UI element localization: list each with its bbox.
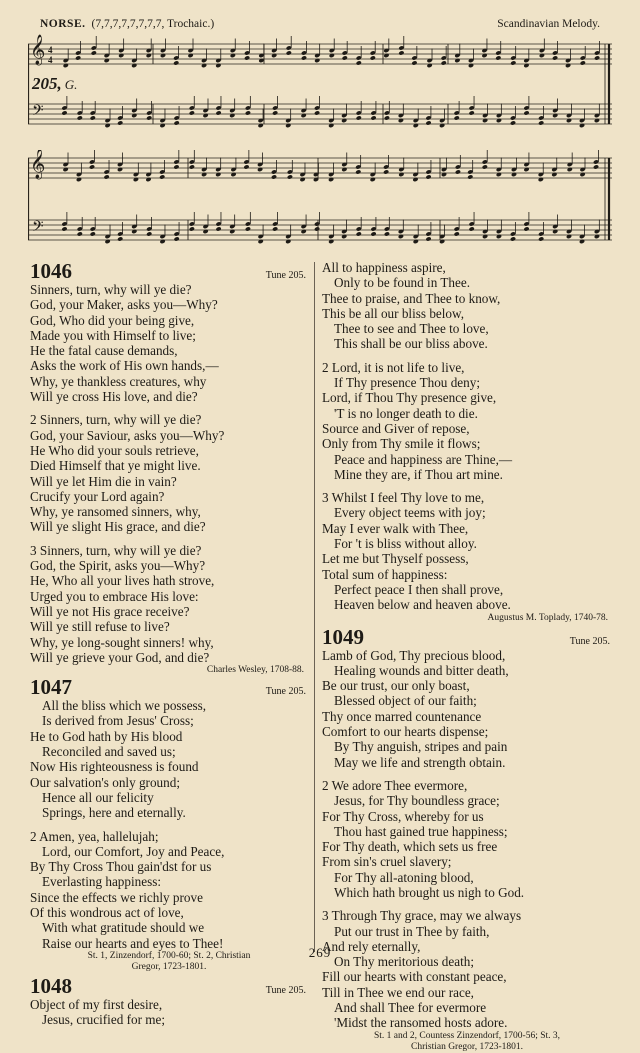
- verse-line: Lord, our Comfort, Joy and Peace,: [42, 843, 225, 859]
- music-system-1: [28, 34, 612, 144]
- stanza-gap: [30, 821, 308, 829]
- verse-line: 3 Whilst I feel Thy love to me,: [322, 490, 485, 506]
- stanza: [30, 282, 308, 404]
- verse-line: For Thy Cross, whereby for us: [322, 808, 484, 824]
- verse-line: By Thy Cross Thou gain'dst for us: [30, 859, 212, 875]
- verse-line: With what gratitude should we: [42, 920, 205, 936]
- verse-line: Why, ye ransomed sinners, why,: [30, 504, 201, 520]
- stanza-gap: [30, 404, 308, 412]
- verse-line: Lamb of God, Thy precious blood,: [322, 647, 506, 663]
- verse-line: Will ye grieve your God, and die?: [30, 649, 210, 665]
- verse-line: Till in Thee we end our race,: [322, 984, 474, 1000]
- verse-line: Blessed object of our faith;: [334, 693, 477, 709]
- verse-line: Let me but Thyself possess,: [322, 551, 469, 567]
- right-column: [322, 260, 612, 1053]
- verse-line: Reconciled and saved us;: [42, 744, 176, 760]
- verse-line: And shall Thee for evermore: [334, 1000, 487, 1016]
- stanza-gap: [322, 900, 612, 908]
- hymn-attribution: St. 1 and 2, Countess Zinzendorf, 1700-56; St. 3,: [373, 1030, 561, 1041]
- hymn-number: 1047: [30, 675, 72, 700]
- verse-line: From sin's cruel slavery;: [322, 854, 452, 870]
- verse-line: All to happiness aspire,: [322, 260, 446, 275]
- verse-line: Made you with Himself to live;: [30, 327, 196, 343]
- verse-line: This shall be our bliss above.: [334, 336, 488, 352]
- verse-line: Comfort to our hearts dispense;: [322, 724, 489, 740]
- svg-text:𝄢: 𝄢: [32, 102, 44, 123]
- verse-line: Hence all our felicity: [42, 789, 154, 805]
- svg-text:𝄞: 𝄞: [30, 150, 46, 179]
- stanza: [322, 360, 612, 482]
- verse-line: He the fatal cause demands,: [30, 343, 178, 359]
- hymn-number: 1049: [322, 624, 364, 649]
- verse-line: Now His righteousness is found: [30, 759, 199, 775]
- verse-line: Heaven below and heaven above.: [334, 597, 511, 613]
- tune-header: [40, 18, 600, 32]
- verse-line: God, the Spirit, asks you—Why?: [30, 558, 206, 574]
- hymn-attribution: Charles Wesley, 1708-88.: [206, 665, 304, 676]
- left-column: [30, 260, 308, 1027]
- hymn-header: [322, 626, 612, 648]
- stanza-gap: [322, 352, 612, 360]
- music-hymn-number: [32, 74, 77, 94]
- verse-line: By Thy anguish, stripes and pain: [334, 739, 508, 755]
- hymn-header: [30, 260, 308, 282]
- stanza: [30, 829, 308, 951]
- verse-line: Total sum of happiness:: [322, 566, 448, 582]
- verse-line: Raise our hearts and eyes to Thee!: [42, 935, 224, 951]
- verse-line: Perfect peace I then shall prove,: [334, 581, 504, 597]
- verse-line: Crucify your Lord again?: [30, 488, 165, 504]
- verse-line: If Thy presence Thou deny;: [334, 375, 480, 391]
- stanza: [322, 260, 612, 352]
- tune-reference: Tune 205.: [265, 984, 306, 996]
- stanza: [30, 543, 308, 665]
- verse-line: God, Who did your being give,: [30, 312, 195, 328]
- verse-line: This be all our bliss below,: [322, 305, 464, 321]
- page-number: 269: [308, 945, 332, 960]
- verse-line: Since the effects we richly prove: [30, 889, 203, 905]
- stanza: [30, 698, 308, 820]
- verse-line: 2 Lord, it is not life to live,: [322, 359, 465, 375]
- hymn-header: [30, 975, 308, 997]
- verse-line: Thou hast gained true happiness;: [334, 823, 508, 839]
- stanza: [322, 778, 612, 900]
- stanza: [322, 490, 612, 612]
- verse-line: Mine they are, if Thou art mine.: [334, 466, 503, 482]
- stanza-gap: [322, 482, 612, 490]
- verse-line: He Who did your souls retrieve,: [30, 442, 199, 458]
- verse-line: Lord, if Thou Thy presence give,: [322, 390, 497, 406]
- stanza: [322, 648, 612, 770]
- verse-line: Will ye not His grace receive?: [30, 603, 190, 619]
- verse-line: Why, ye long-sought sinners! why,: [30, 634, 214, 650]
- verse-line: Put our trust in Thee by faith,: [334, 923, 490, 939]
- verse-line: May we life and strength obtain.: [334, 754, 506, 770]
- verse-line: God, your Maker, asks you—Why?: [30, 297, 218, 313]
- verse-line: Asks the work of His own hands,—: [30, 358, 219, 374]
- stanza: [30, 997, 308, 1028]
- verse-line: Jesus, for Thy boundless grace;: [334, 793, 500, 809]
- verse-line: Is derived from Jesus' Cross;: [42, 713, 194, 729]
- verse-line: Object of my first desire,: [30, 996, 163, 1012]
- verse-line: Everlasting happiness:: [42, 874, 162, 890]
- verse-line: Thy once marred countenance: [322, 708, 482, 724]
- music-system-2: [28, 150, 612, 254]
- verse-line: Fill our hearts with constant peace,: [322, 969, 507, 985]
- hymn-number: 1048: [30, 973, 72, 998]
- verse-line: He, Who all your lives hath strove,: [30, 573, 215, 589]
- verse-line: On Thy meritorious death;: [334, 954, 475, 970]
- verse-line: And rely eternally,: [322, 938, 421, 954]
- hymn-attribution: Gregor, 1723-1801.: [131, 961, 207, 972]
- hymn-attribution: Christian Gregor, 1723-1801.: [410, 1041, 524, 1052]
- verse-line: 3 Sinners, turn, why will ye die?: [30, 542, 202, 558]
- verse-line: For 't is bliss without alloy.: [334, 536, 477, 552]
- verse-line: 3 Through Thy grace, may we always: [322, 908, 522, 924]
- hymn-attribution: Augustus M. Toplady, 1740-78.: [487, 612, 608, 623]
- verse-line: For Thy death, which sets us free: [322, 839, 498, 855]
- music-notation-svg: [28, 150, 612, 254]
- tune-reference: Tune 205.: [569, 635, 610, 647]
- verse-line: Only to be found in Thee.: [334, 275, 471, 291]
- tune-reference: Tune 205.: [265, 686, 306, 698]
- stanza-gap: [322, 770, 612, 778]
- hymn-number: 1046: [30, 259, 72, 283]
- verse-line: Will ye let Him die in vain?: [30, 473, 177, 489]
- verse-line: Will ye still refuse to live?: [30, 619, 170, 635]
- verse-line: May I ever walk with Thee,: [322, 520, 469, 536]
- verse-line: Springs, here and eternally.: [42, 805, 186, 821]
- verse-line: 2 Amen, yea, hallelujah;: [30, 828, 159, 844]
- verse-line: Why, ye thankless creatures, why: [30, 373, 207, 389]
- verse-line: Peace and happiness are Thine,—: [334, 451, 513, 467]
- verse-line: Urged you to embrace His love:: [30, 588, 199, 604]
- tune-name: NORSE.: [40, 18, 86, 30]
- verse-line: Healing wounds and bitter death,: [334, 662, 509, 678]
- svg-text:𝄢: 𝄢: [32, 218, 44, 239]
- verse-line: 'T is no longer death to die.: [334, 405, 478, 421]
- verse-line: Died Himself that ye might live.: [30, 458, 201, 474]
- stanza-gap: [30, 535, 308, 543]
- stanza: [30, 412, 308, 534]
- verse-line: Every object teems with joy;: [334, 505, 486, 521]
- tune-meter: (7,7,7,7,7,7,7,7, Trochaic.): [91, 18, 215, 30]
- verse-line: Thee to see and Thee to love,: [334, 321, 489, 337]
- verse-line: Be our trust, our only boast,: [322, 678, 470, 694]
- svg-text:4: 4: [48, 55, 53, 65]
- verse-line: Our salvation's only ground;: [30, 774, 180, 790]
- verse-line: God, your Saviour, asks you—Why?: [30, 427, 225, 443]
- verse-line: 2 We adore Thee evermore,: [322, 777, 468, 793]
- column-divider: [314, 262, 315, 952]
- verse-line: Source and Giver of repose,: [322, 420, 470, 436]
- verse-line: Thee to praise, and Thee to know,: [322, 290, 501, 306]
- verse-line: Which hath brought us nigh to God.: [334, 884, 525, 900]
- verse-line: Of this wondrous act of love,: [30, 904, 184, 920]
- stanza: [322, 908, 612, 1030]
- tune-heading: [40, 18, 214, 30]
- verse-line: 'Midst the ransomed hosts adore.: [334, 1015, 508, 1031]
- verse-line: Jesus, crucified for me;: [42, 1012, 166, 1028]
- music-notation-svg: [28, 34, 612, 144]
- verse-line: He to God hath by His blood: [30, 728, 183, 744]
- svg-text:4: 4: [48, 45, 53, 55]
- tune-source: Scandinavian Melody.: [497, 18, 600, 30]
- verse-line: Sinners, turn, why will ye die?: [30, 282, 192, 297]
- verse-line: Will ye cross His love, and die?: [30, 389, 198, 405]
- verse-line: For Thy all-atoning blood,: [334, 869, 474, 885]
- verse-line: Will ye slight His grace, and die?: [30, 519, 206, 535]
- hymn-attribution: St. 1, Zinzendorf, 1700-60; St. 2, Christian: [87, 950, 251, 961]
- svg-text:𝄞: 𝄞: [30, 35, 46, 65]
- verse-line: Only from Thy smile it flows;: [322, 436, 481, 452]
- hymn-header: [30, 676, 308, 698]
- verse-line: 2 Sinners, turn, why will ye die?: [30, 412, 202, 428]
- tune-reference: Tune 205.: [265, 270, 306, 281]
- music-tune-number: 205,: [32, 74, 62, 93]
- music-key: G.: [64, 77, 78, 92]
- verse-line: All the bliss which we possess,: [42, 698, 207, 714]
